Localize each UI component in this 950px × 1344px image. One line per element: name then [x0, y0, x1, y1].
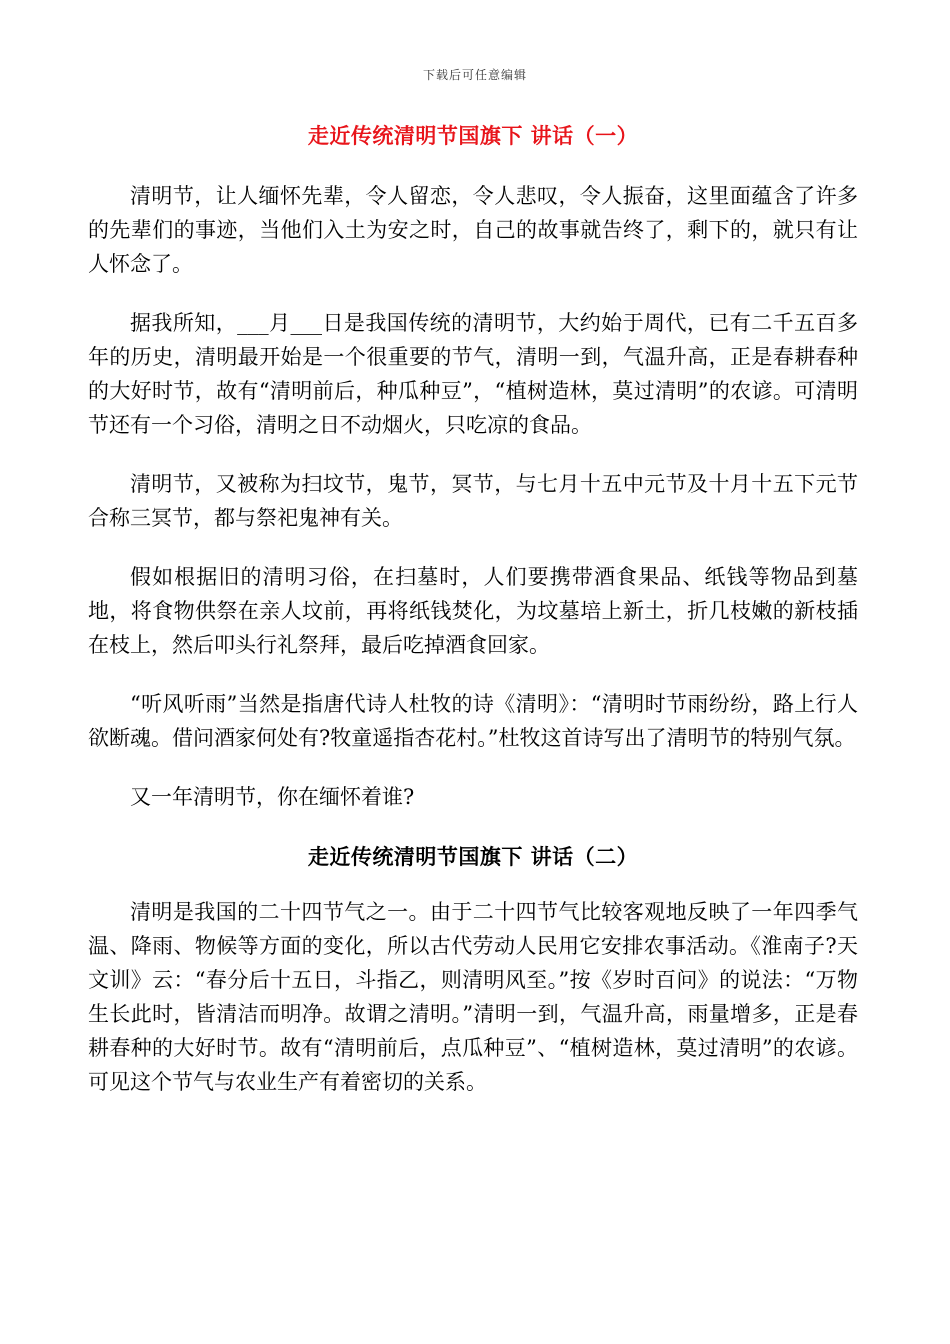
- header-note: 下载后可任意编辑: [422, 68, 527, 82]
- section1-title: 走近传统清明节国旗下 讲话（一）: [307, 123, 639, 148]
- section1-paragraph-3: 清明节，又被称为扫坟节，鬼节，冥节，与七月十五中元节及十月十五下元节合称三冥节，都与祭祀鬼神有关。: [88, 472, 858, 530]
- section1-paragraph-2: 据我所知，___月___日是我国传统的清明节，大约始于周代，已有二千五百多年的历史，清明最开始是一个很重要的节气，清明一到，气温升高，正是春耕春种的大好时节，故有“清明前后，种瓜种豆”，“植树造林，莫过清明”的农谚。可清明节还有一个习俗，清明之日不动烟火，只吃凉的食品。: [88, 311, 858, 437]
- document-content: [88, 118, 858, 1099]
- section2-title: 走近传统清明节国旗下 讲话（二）: [307, 844, 639, 869]
- section1-paragraph-1: 清明节，让人缅怀先辈，令人留恋，令人悲叹，令人振奋，这里面蕴含了许多的先辈们的事迹，当他们入土为安之时，自己的故事就告终了，剩下的，就只有让人怀念了。: [88, 184, 858, 276]
- section2-paragraph-1: 清明是我国的二十四节气之一。由于二十四节气比较客观地反映了一年四季气温、降雨、物候等方面的变化，所以古代劳动人民用它安排农事活动。《淮南子?天文训》云：“春分后十五日，斗指乙，则清明风至。”按《岁时百问》的说法：“万物生长此时，皆清洁而明净。故谓之清明。”清明一到，气温升高，雨量增多，正是春耕春种的大好时节。故有“清明前后，点瓜种豆”、“植树造林，莫过清明”的农谚。可见这个节气与农业生产有着密切的关系。: [88, 900, 858, 1094]
- section1-paragraph-5: “听风听雨”当然是指唐代诗人杜牧的诗《清明》：“清明时节雨纷纷，路上行人欲断魂。借问酒家何处有?牧童遥指杏花村。”杜牧这首诗写出了清明节的特别气氛。: [88, 692, 858, 750]
- section1-paragraph-4: 假如根据旧的清明习俗，在扫墓时，人们要携带酒食果品、纸钱等物品到墓地，将食物供祭在亲人坟前，再将纸钱焚化，为坟墓培上新土，折几枝嫩的新枝插在枝上，然后叩头行礼祭拜，最后吃掉酒食回家。: [88, 565, 858, 657]
- section1-paragraph-6: 又一年清明节，你在缅怀着谁?: [130, 785, 415, 809]
